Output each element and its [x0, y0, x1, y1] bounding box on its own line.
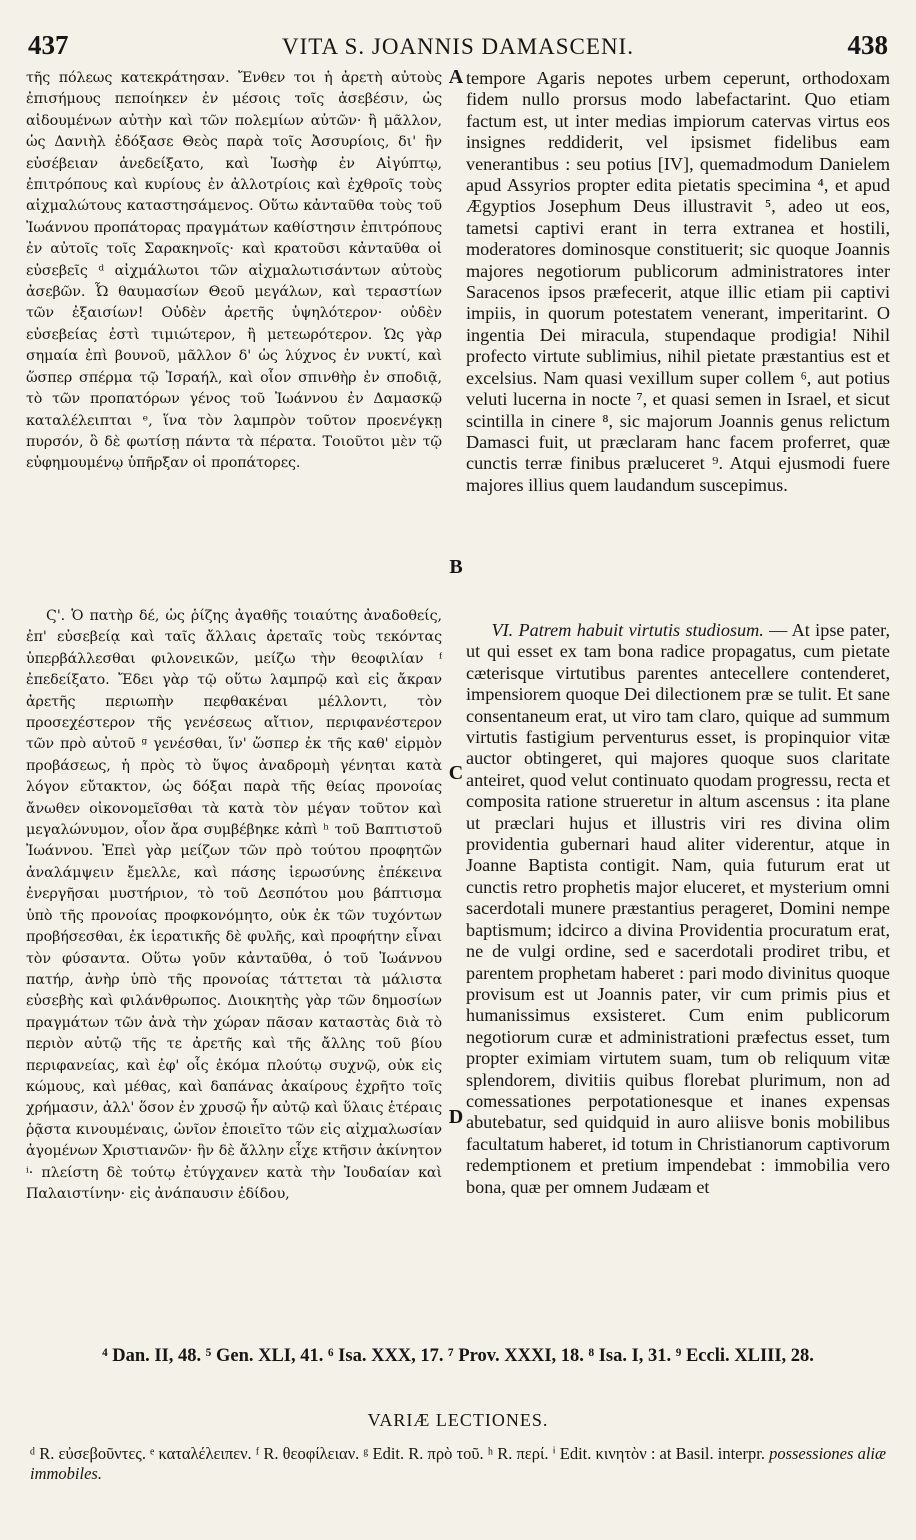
greek-paragraph-1: τῆς πόλεως κατεκράτησαν. Ἔνθεν τοι ἡ ἀρετὴ αὐτοὺς ἐπισήμους πεποίηκεν ἐν μέσοις τοῖς ἀσεβέσιν, ὡς αἰδουμένων αὐτὴν καὶ τῶν πολεμίων αὐτῶν· ἢ μᾶλλον, ὡς Δανιὴλ ἐδόξασε Θεὸς παρὰ τοῖς Ἀσσυρίοις, δι' ἣν εὐσέβειαν ἀνεδείξατο, καὶ Ἰωσὴφ ἐν Αἰγύπτῳ, ἐπιτρόπους καὶ κυρίους ἐν ἀλλοτρίοις καὶ ἐχθροῖς τοὺς αἰχμαλώτους καταστησάμενος. Οὕτω κἀνταῦθα τοὺς τοῦ Ἰωάννου προπάτορας πραγμάτων καθίστησιν ἐπιτρόπους ἐν αὐτοῖς τοῖς Σαρακηνοῖς· καὶ κρατοῦσι κἀνταῦθα οἱ εὐσεβεῖς ᵈ αἰχμάλωτοι τῶν αἰχμαλωτισάντων αὐτοὺς ἀσεβῶν. Ὦ θαυμασίων Θεοῦ μεγάλων, καὶ τεραστίων τῶν ἐξαισίων! Οὐδὲν ἀρετῆς ὑψηλότερον· οὐδὲν εὐσεβείας ἐστὶ τιμιώτερον, ἢ μετεωρότερον. Ὡς γὰρ σημαία ἐπὶ βουνοῦ, μᾶλλον δ' ὡς λύχνος ἐν νυκτί, καὶ ὥσπερ σπέρμα τῷ Ἰσραήλ, καὶ οἷον σπινθὴρ ἐν σποδιᾷ, τὸ τῶν προπατόρων γένος τοῦ Ἰωάννου ἐν Δαμασκῷ καταλέλειπται ᵉ, ἵνα τὸν λαμπρὸν τοῦτον προενέγκῃ πυρσόν, ὃ δὲ φωτίσῃ πάντα τὰ πέρατα. Τοιοῦτοι μὲν τῷ εὐφημουμένῳ ὑπῆρξαν οἱ προπάτορες. — [26, 70, 442, 472]
section-heading-vi: VI. Patrem habuit virtutis studiosum. — [491, 620, 764, 640]
variae-notes-text: ᵈ R. εὐσεβοῦντες. ᵉ καταλέλειπεν. ᶠ R. θεοφίλειαν. ᵍ Edit. R. πρὸ τοῦ. ʰ R. περί. ⁱ Edit. κινητὸν : at Basil. interpr. — [30, 1444, 770, 1463]
latin-column-bottom — [466, 620, 890, 1296]
section-marker-d: D — [448, 1106, 464, 1128]
latin-column-top — [466, 68, 890, 616]
greek-column-bottom — [26, 606, 442, 1300]
greek-column-top — [26, 68, 442, 564]
latin-paragraph-1: tempore Agaris nepotes urbem ceperunt, orthodoxam fidem nullo prorsus modo labefactarint. Quo etiam factum est, ut inter medias impiorum catervas virtus eos insignes reddiderit, vel ipsismet fidelibus eam venerantibus : seu potius [IV], quemadmodum Danielem apud Assyrios propter edita pietatis specimina ⁴, et apud Ægyptios Josephum Deus illustravit ⁵, adeo ut eos, tametsi captivi erant in terra extranea et hostili, moderatores dominosque constituerit; sic quoque Joannis majores negotiorum publicorum administratores inter Saracenos ipsos præfecerit, atque illic etiam pii captivi impiis, in quorum potestatem venerant, imperitarint. O ingentia Dei miracula, stupendaque prodigia! Nihil profecto virtute sublimius, nihil pietate præstantius est et excelsius. Nam quasi vexillum super collem ⁶, aut potius veluti lucerna in nocte ⁷, et quasi semen in Israel, et sicut scintilla in cinere ⁸, sic majorum Joannis genus relictum Damasci fuit, ut præclaram hanc facem proferret, quæ cunctis terræ finibus præluceret ⁹. Atqui ejusmodi fuere majores illius quem laudandum suscepimus. — [466, 68, 890, 495]
page-number-right: 438 — [847, 30, 888, 60]
scripture-references: ⁴ Dan. II, 48. ⁵ Gen. XLI, 41. ⁶ Isa. XXX, 17. ⁷ Prov. XXXI, 18. ⁸ Isa. I, 31. ⁹ Eccli. XLIII, 28. — [102, 1346, 814, 1366]
section-marker-c: C — [448, 762, 464, 784]
section-marker-a: A — [448, 66, 464, 88]
variae-notes-italic: possessiones aliæ immobiles. — [30, 1444, 886, 1483]
section-marker-b: B — [449, 556, 463, 578]
latin-paragraph-2-text: — At ipse pater, ut qui esset ex tam bona radice propagatus, cum pietate cæterisque virtutibus parentes antecellere contenderet, impensiorem quoque Dei dilectionem præ se tulit. Et sane consentaneum erat, ut viro tam claro, quique ad summum virtutis fastigium perventurus esset, is propinquior vitæ auctor obtingeret, qui majores quoque suos claritate anteiret, quod velut continuato quodam progressu, recta et composita ratione strueretur in altum ascensus : ita plane ut præclari hujus et illustris viri res divina olim providentia gubernari haud aliter viderentur, atque in Joanne Baptista contigit. Nam, quia futurum erat ut cunctis retro prophetis major eluceret, et mysterium omni sacerdotali munere præstantius perageret, Domini nempe baptismum; idcirco a divina Providentia procuratum erat, ne de vulgi ordine, sed e sacerdotali prodiret tribu, et parentem prophetam haberet : pari modo divinitus quoque provisum est ut Joannis pater, vir cum primis pius et humanissimus exsisteret. Cum enim publicorum negotiorum curæ et administrationi præfectus esset, tum propter eximiam virtutem suam, tum ob reliquum vitæ splendorem, divitiis quibus florebat plurimum, non ad comessationes perpotationesque et inanes expensas abutebatur, sed quidquid in auro aliisve bonis mobilibus facultatum haberet, id totum in Christianorum captivorum redemptionem et pretium impendebat : immobilia vero bona, quæ per omnem Judæam et — [466, 620, 890, 1197]
variae-lectiones-title: VARIÆ LECTIONES. — [367, 1410, 549, 1430]
page-header — [28, 30, 888, 70]
greek-paragraph-2: Ϛ'. Ὁ πατὴρ δέ, ὡς ῥίζης ἀγαθῆς τοιαύτης ἀναδοθείς, ἐπ' εὐσεβείᾳ καὶ ταῖς ἄλλαις ἀρεταῖς τοὺς τεκόντας ὑπερβάλλεσθαι φιλονεικῶν, μείζω τὴν θεοφιλίαν ᶠ ἐπεδείξατο. Ἔδει γὰρ τῷ οὕτω λαμπρῷ καὶ εἰς ἄκραν ἀρετῆς περιωπὴν πεφθακέναι μέλλοντι, τὸν προσεχέστερον τῆς γενέσεως αἴτιον, περιφανέστερον τῶν πρὸ αὐτοῦ ᵍ γενέσθαι, ἵν' ὥσπερ ἐκ τῆς καθ' εἱρμὸν προβάσεως, ἡ πρὸς τὸ ὕψος ἀναδρομὴ γένηται κατὰ λόγον εὔτακτον, ὡς δόξαι παρὰ τῆς θείας προνοίας ἄνωθεν οἰκονομεῖσθαι τὰ κατὰ τὸν μέγαν τοῦτον καὶ μεγαλώνυμον, οἷον ἄρα συμβέβηκε κἀπὶ ʰ τοῦ Βαπτιστοῦ Ἰωάννου. Ἐπεὶ γὰρ μείζων τῶν πρὸ τούτου προφητῶν ἀναλάμψειν ἔμελλε, καὶ πάσης ἱερωσύνης ἐπέκεινα ἐνεργῆσαι μυστήριον, τὸ τοῦ Δεσπότου μου βάπτισμα ὑπὸ τῆς προνοίας προφκονόμητο, οὐκ ἐκ τῶν τυχόντων προβήσεσθαι, ἐκ ἱερατικῆς δὲ φυλῆς, καὶ προφήτην εἶναι τὸν φύσαντα. Οὕτω γοῦν κἀνταῦθα, ὁ τοῦ Ἰωάννου πατήρ, ἀνὴρ ὑπὸ τῆς προνοίας τάττεται τὰ μάλιστα εὐσεβὴς καὶ φιλάνθρωπος. Διοικητὴς γὰρ τῶν δημοσίων πραγμάτων τῶν ἀνὰ τὴν χώραν πᾶσαν καταστὰς διὰ τὸ περιὸν αὐτῷ τῆς τε ἀρετῆς καὶ τῆς ἄλλης τοῦ βίου περιφανείας, καὶ ἐφ' οἷς ἐκόμα πλούτῳ συχνῷ, οὐκ εἰς κώμους, καὶ μέθας, καὶ δαπάνας ἀκαίρους ἐχρῆτο τοῖς χρήμασιν, ἀλλ' ὅσον ἐν χρυσῷ ἦν αὐτῷ καὶ ὕλαις ἑτέραις ῥᾷστα κινουμέναις, ὠνῖον ἐποιεῖτο τῶν εἰς αἰχμαλωσίαν ἀγομένων Χριστιανῶν· ἣν δὲ ἄλλην εἶχε κτῆσιν ἀκίνητον ⁱ· πλείστη δὲ τούτῳ ἐτύγχανεν κατὰ τὴν Ἰουδαίαν καὶ Παλαιστίνην· εἰς ἀνάπαυσιν ἐδίδου, — [26, 608, 442, 1202]
running-title: VITA S. JOANNIS DAMASCENI. — [282, 34, 634, 59]
latin-paragraph-2 — [466, 620, 890, 1198]
page-number-left: 437 — [28, 30, 69, 60]
variae-lectiones-notes — [30, 1444, 886, 1484]
